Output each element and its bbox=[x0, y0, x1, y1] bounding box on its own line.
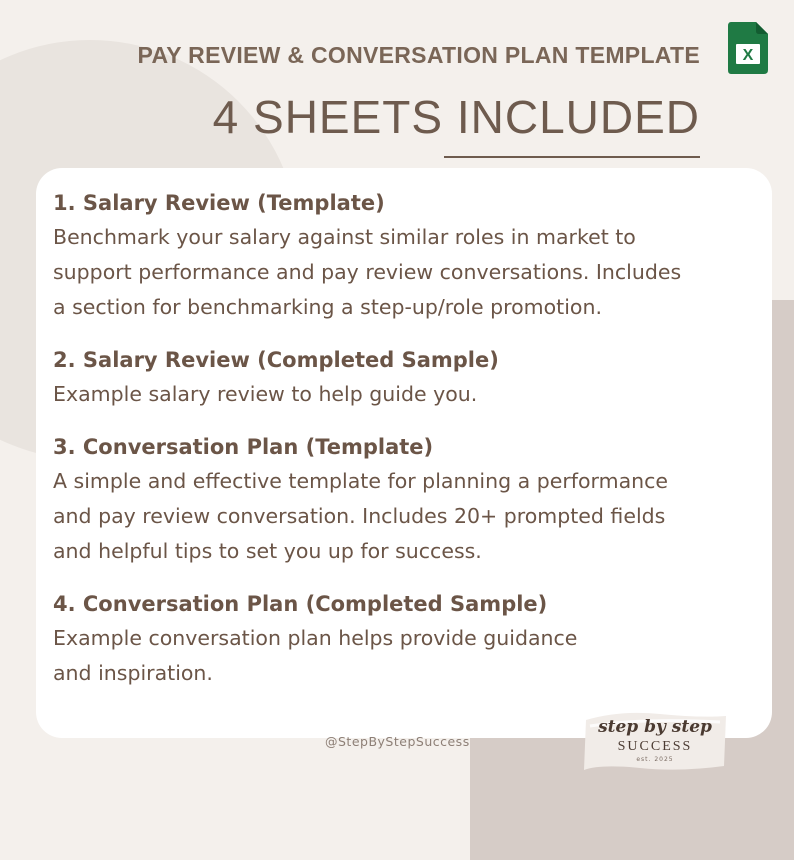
sheet-item-title: 2. Salary Review (Completed Sample) bbox=[53, 348, 499, 372]
sheets-included-heading: 4 SHEETS INCLUDED bbox=[212, 91, 700, 143]
sheet-item-title: 4. Conversation Plan (Completed Sample) bbox=[53, 592, 548, 616]
logo-success-text: SUCCESS bbox=[617, 739, 693, 754]
sheet-item-description: Example salary review to help guide you. bbox=[53, 382, 478, 406]
sheet-item-title: 1. Salary Review (Template) bbox=[53, 191, 385, 215]
excel-icon bbox=[728, 22, 768, 74]
logo-established-text: est. 2025 bbox=[636, 756, 674, 763]
logo-script-text: step by step bbox=[598, 717, 712, 737]
sheet-item-conversation-plan-sample bbox=[53, 587, 753, 691]
sheet-item-title: 3. Conversation Plan (Template) bbox=[53, 435, 434, 459]
sheet-item-salary-review-sample bbox=[53, 343, 753, 412]
sheet-item-salary-review-template bbox=[53, 186, 753, 325]
brand-logo bbox=[580, 706, 730, 778]
social-handle: @StepByStepSuccess bbox=[325, 734, 470, 749]
heading-underline bbox=[444, 156, 700, 158]
excel-icon-letter: X bbox=[742, 47, 754, 64]
sheet-item-description: A simple and effective template for planning a performance and pay review conversation. Includes 20+ prompted fields and helpful tips to set you up for success. bbox=[53, 469, 669, 563]
page-title: PAY REVIEW & CONVERSATION PLAN TEMPLATE bbox=[137, 42, 700, 68]
sheet-list bbox=[53, 186, 753, 709]
sheet-item-description: Example conversation plan helps provide guidance and inspiration. bbox=[53, 626, 578, 685]
sheet-item-description: Benchmark your salary against similar roles in market to support performance and pay review conversations. Includes a section for benchmarking a step-up/role promotion. bbox=[53, 225, 682, 319]
sheet-item-conversation-plan-template bbox=[53, 430, 753, 569]
